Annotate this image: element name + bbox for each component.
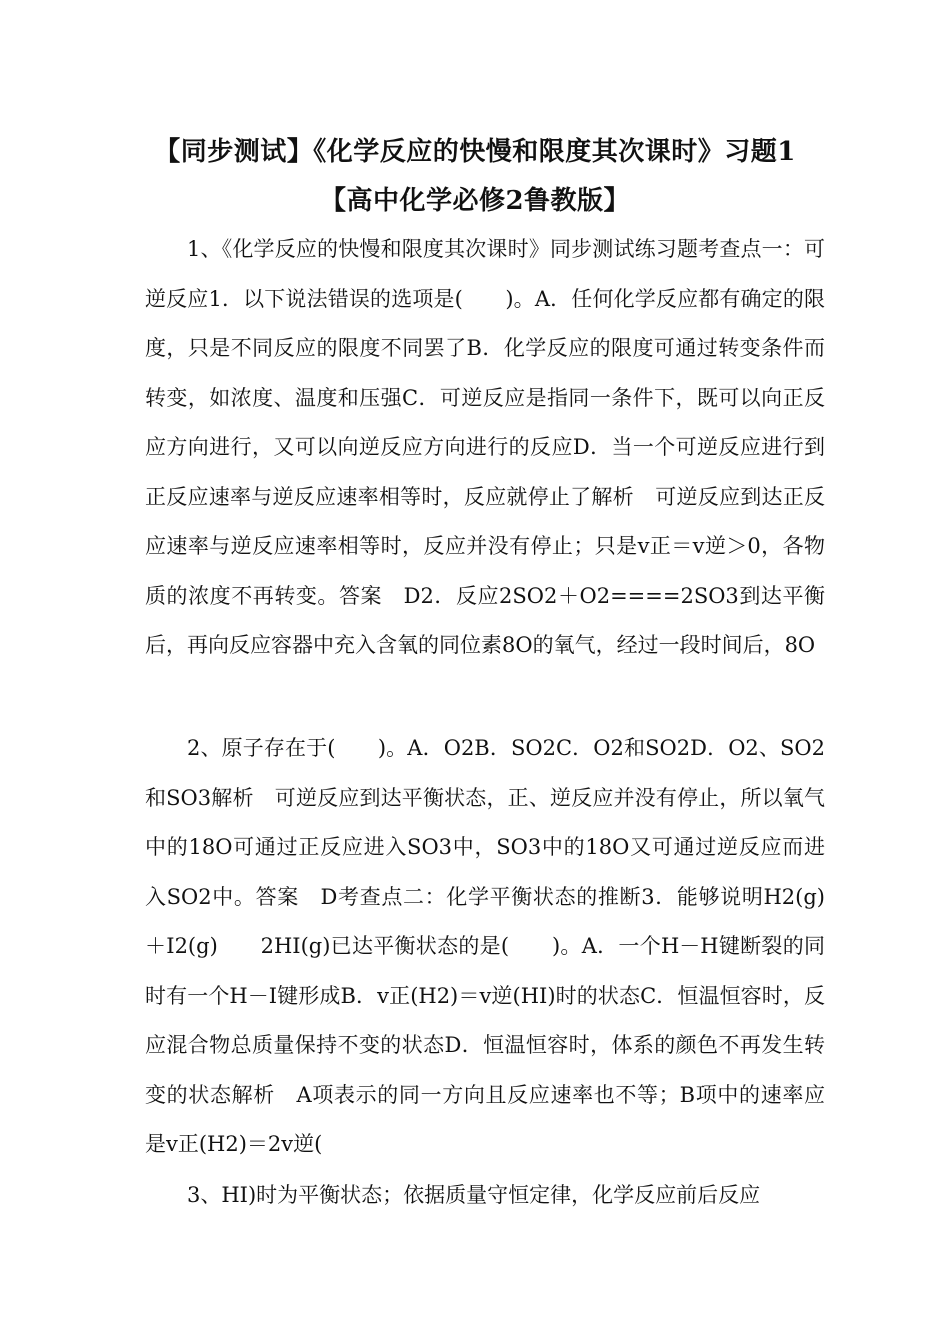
paragraph-1: 1、《化学反应的快慢和限度其次课时》同步测试练习题考查点一：可逆反应1．以下说法错误的选项是( )。A．任何化学反应都有确定的限度，只是不同反应的限度不同罢了B．化学反应的限度可通过转变条件而转变，如浓度、温度和压强C．可逆反应是指同一条件下，既可以向正反应方向进行，又可以向逆反应方向进行的反应D．当一个可逆反应进行到正反应速率与逆反应速率相等时，反应就停止了解析 可逆反应到达正反应速率与逆反应速率相等时，反应并没有停止；只是v正＝v逆＞0，各物质的浓度不再转变。答案 D2．反应2SO2＋O2====2SO3到达平衡后，再向反应容器中充入含氧的同位素8O的氧气，经过一段时间后，8O <box>145 237 825 657</box>
paragraph-3: 3、HI)时为平衡状态；依据质量守恒定律，化学反应前后反应 <box>187 1183 761 1207</box>
paragraph-2: 2、原子存在于( )。A．O2B．SO2C．O2和SO2D．O2、SO2和SO3解析 可逆反应到达平衡状态，正、逆反应并没有停止，所以氧气中的18O可通过正反应进入SO3中，SO3中的18O又可通过逆反应而进入SO2中。答案 D考查点二：化学平衡状态的推断3．能够说明H2(g)＋I2(g) 2HI(g)已达平衡状态的是( )。A．一个H－H键断裂的同时有一个H－I键形成B．v正(H2)＝v逆(HI)时的状态C．恒温恒容时，反应混合物总质量保持不变的状态D．恒温恒容时，体系的颜色不再发生转变的状态解析 A项表示的同一方向且反应速率也不等；B项中的速率应是v正(H2)＝2v逆( <box>145 736 825 1156</box>
document-title-line-1: 【同步测试】《化学反应的快慢和限度其次课时》习题1 <box>154 137 796 167</box>
document-title-line-2: 【高中化学必修2鲁教版】 <box>319 186 631 216</box>
